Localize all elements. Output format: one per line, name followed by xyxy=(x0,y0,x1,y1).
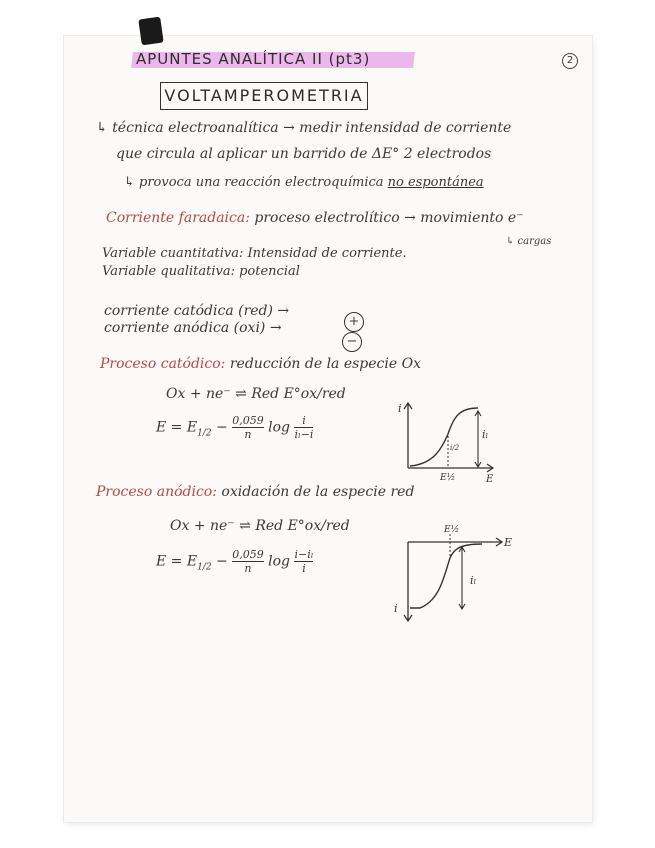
cathodic-process-line xyxy=(100,356,421,372)
eq-mid: − xyxy=(211,419,233,436)
limit-current-label: iₗ xyxy=(482,428,489,441)
binder-clip xyxy=(138,17,163,46)
polarogram-curve xyxy=(410,408,478,466)
faradaica-line xyxy=(106,210,524,226)
eq-log: log xyxy=(263,419,295,436)
anodic-process-label: Proceso anódico: xyxy=(96,484,217,500)
cathodic-process-text: reducción de la especie Ox xyxy=(229,356,421,372)
eq-log: log xyxy=(263,553,295,570)
half-wave-label: E½ xyxy=(440,473,456,483)
anodic-wave-graph xyxy=(382,524,522,634)
intro-line-3 xyxy=(124,175,484,190)
eq-frac-num: 0,059 xyxy=(232,548,264,561)
intro-line-3-underlined: no espontánea xyxy=(387,175,484,190)
cathodic-equation xyxy=(156,414,313,441)
half-wave-label: E½ xyxy=(444,525,460,535)
eq-frac-den: n xyxy=(244,562,252,575)
anodic-current: corriente anódica (oxi) → xyxy=(104,320,282,336)
x-axis-label: E xyxy=(504,536,513,549)
eq-log-num: i−iₗ xyxy=(294,548,314,561)
anodic-reaction: Ox + ne⁻ ⇌ Red E°ox/red xyxy=(170,518,350,534)
eq-log-fraction xyxy=(294,414,313,441)
intro-line-1: ↳ técnica electroanalítica → medir intensidad de corriente xyxy=(96,120,512,136)
eq-sub: 1/2 xyxy=(197,428,212,439)
eq-fraction xyxy=(232,548,264,575)
x-axis-label: E xyxy=(486,474,494,485)
section-title: VOLTAMPEROMETRIA xyxy=(164,86,364,105)
anodic-equation xyxy=(156,548,313,575)
minus-sign-circle: − xyxy=(342,332,362,352)
eq-frac-num: 0,059 xyxy=(232,414,264,427)
variable-qualitative: Variable qualitativa: potencial xyxy=(102,264,300,279)
anodic-process-text: oxidación de la especie red xyxy=(221,484,415,500)
intro-line-2: que circula al aplicar un barrido de ΔE° 2 electrodos xyxy=(116,146,492,162)
eq-log-den: iₗ−i xyxy=(294,428,314,441)
eq-frac-den: n xyxy=(244,428,252,441)
eq-fraction xyxy=(232,414,264,441)
eq-log-fraction xyxy=(294,548,313,575)
y-axis-label: i xyxy=(398,402,402,415)
page-title: APUNTES ANALÍTICA II (pt3) xyxy=(136,50,371,68)
faradaica-text: proceso electrolítico → movimiento e⁻ xyxy=(254,210,524,226)
anodic-process-line xyxy=(96,484,414,500)
half-marker-label: i/2 xyxy=(450,444,460,452)
cathodic-process-label: Proceso catódico: xyxy=(100,356,226,372)
eq-sub: 1/2 xyxy=(197,562,212,573)
cathodic-wave-graph xyxy=(394,396,504,486)
cathodic-reaction: Ox + ne⁻ ⇌ Red E°ox/red xyxy=(166,386,346,402)
limit-current-label: iₗ xyxy=(470,574,477,587)
eq-lhs: E = E xyxy=(156,419,198,436)
eq-mid: − xyxy=(211,553,233,570)
page-number: 2 xyxy=(562,53,578,69)
intro-line-3-text: ↳ provoca una reacción electroquímica xyxy=(124,175,388,190)
cathodic-current: corriente catódica (red) → xyxy=(104,303,290,319)
eq-lhs: E = E xyxy=(156,553,198,570)
section-title-box xyxy=(160,82,368,110)
plus-sign-circle: + xyxy=(344,312,364,332)
faradaica-label: Corriente faradaica: xyxy=(106,210,250,226)
faradaica-note: ↳ cargas xyxy=(506,236,552,247)
eq-log-num: i xyxy=(294,414,313,428)
y-axis-label: i xyxy=(394,602,398,615)
variable-quantitative: Variable cuantitativa: Intensidad de corriente. xyxy=(102,246,407,261)
eq-log-den: i xyxy=(302,562,306,575)
